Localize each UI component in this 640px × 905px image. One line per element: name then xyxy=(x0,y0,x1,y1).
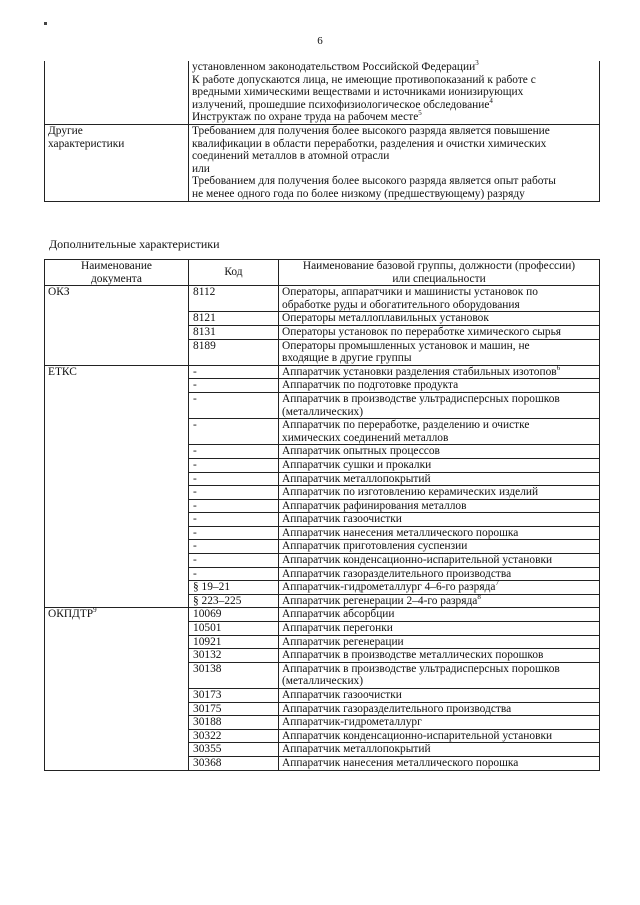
name-cell xyxy=(279,649,600,663)
code-cell: § 19–21 xyxy=(189,581,279,595)
name-line: Аппаратчик металлопокрытий xyxy=(282,472,431,485)
name-cell xyxy=(279,729,600,743)
code-cell: - xyxy=(189,567,279,581)
footnote-marker: 7 xyxy=(495,579,499,588)
name-cell xyxy=(279,622,600,636)
table-header-row xyxy=(45,260,600,286)
name-line: Аппаратчик сушки и прокалки xyxy=(282,458,432,471)
text-line: соединений металлов в атомной отрасли xyxy=(192,150,390,163)
header-name xyxy=(279,260,600,286)
name-line: Аппаратчик по подготовке продукта xyxy=(282,379,459,392)
name-cell xyxy=(279,635,600,649)
name-cell xyxy=(279,716,600,730)
footnote-marker: 9 xyxy=(93,606,97,615)
name-cell xyxy=(279,419,600,445)
name-line: Операторы промышленных установок и машин, не xyxy=(282,339,530,352)
row-label-line: характеристики xyxy=(48,137,125,150)
text-line: Требованием для получения более высокого разряда является повышение xyxy=(192,124,550,137)
name-cell xyxy=(279,594,600,608)
name-cell xyxy=(279,581,600,595)
name-line: Аппаратчик-гидрометаллург 4–6-го разряда$^7$ xyxy=(282,579,499,594)
name-cell xyxy=(279,513,600,527)
text-line: вредными химическими веществами и источниками ионизирующих xyxy=(192,86,524,99)
name-cell xyxy=(279,743,600,757)
section-title: Дополнительные характеристики xyxy=(49,237,220,251)
text-line: излучений, прошедшие психофизиологическое обследование$^4$ xyxy=(192,96,493,111)
name-line: Аппаратчик регенерации 2–4-го разряда$^8$ xyxy=(282,593,481,607)
table-row xyxy=(45,61,600,124)
name-line: Аппаратчик установки разделения стабильных изотопов$^6$ xyxy=(282,363,561,378)
name-line: Аппаратчик регенерации xyxy=(282,635,404,648)
name-line: Аппаратчик перегонки xyxy=(282,622,393,635)
table-row xyxy=(45,286,600,312)
name-line: Аппаратчик газоразделительного производства xyxy=(282,702,512,715)
code-cell: 30355 xyxy=(189,743,279,757)
name-line: Аппаратчик нанесения металлического порошка xyxy=(282,526,519,539)
code-cell: - xyxy=(189,365,279,379)
code-cell: - xyxy=(189,458,279,472)
scan-mark xyxy=(44,22,47,25)
header-line: Наименование xyxy=(81,260,152,272)
name-cell xyxy=(279,702,600,716)
name-line: Аппаратчик нанесения металлического порошка xyxy=(282,756,519,769)
code-cell: 10069 xyxy=(189,608,279,622)
name-cell xyxy=(279,286,600,312)
document-cell: ЕТКС xyxy=(45,365,189,608)
footnote-marker: 8 xyxy=(477,593,481,602)
code-cell: 8189 xyxy=(189,339,279,365)
code-cell: - xyxy=(189,499,279,513)
name-line: Аппаратчик конденсационно-испарительной установки xyxy=(282,554,553,567)
name-line: Аппаратчик рафинирования металлов xyxy=(282,499,467,512)
name-line: (металлических) xyxy=(282,675,364,688)
header-document xyxy=(45,260,189,286)
name-line: Аппаратчик металлопокрытий xyxy=(282,743,431,756)
code-cell: 10921 xyxy=(189,635,279,649)
code-cell: 30368 xyxy=(189,756,279,770)
name-cell xyxy=(279,458,600,472)
name-line: Аппаратчик конденсационно-испарительной установки xyxy=(282,729,553,742)
name-cell xyxy=(279,608,600,622)
table-row xyxy=(45,365,600,379)
code-cell: - xyxy=(189,445,279,459)
name-cell xyxy=(279,756,600,770)
name-line: Аппаратчик в производстве ультрадисперсных порошков xyxy=(282,392,560,405)
name-line: Аппаратчик в производстве металлических порошков xyxy=(282,649,544,662)
footnote-marker: 6 xyxy=(556,363,561,372)
document-cell: ОКЗ xyxy=(45,286,189,366)
name-line: Операторы установок по переработке химического сырья xyxy=(282,325,562,338)
code-cell: 10501 xyxy=(189,622,279,636)
name-cell xyxy=(279,379,600,393)
table-row xyxy=(45,608,600,622)
name-line: Аппаратчик в производстве ультрадисперсных порошков xyxy=(282,662,560,675)
code-cell: - xyxy=(189,540,279,554)
code-cell: - xyxy=(189,554,279,568)
name-line: Аппаратчик газоразделительного производства xyxy=(282,567,512,580)
header-line: или специальности xyxy=(392,272,486,285)
name-line: Аппаратчик по переработке, разделению и очистке xyxy=(282,419,530,432)
header-line: документа xyxy=(91,272,142,285)
footnote-marker: 4 xyxy=(489,96,493,105)
additional-characteristics-table xyxy=(44,259,600,771)
name-line: Аппаратчик опытных процессов xyxy=(282,445,440,458)
text-line: Инструктаж по охране труда на рабочем месте$^5$ xyxy=(192,109,422,124)
text-line: установленном законодательством Российской Федерации$^3$ xyxy=(192,59,479,73)
name-cell xyxy=(279,554,600,568)
name-cell xyxy=(279,689,600,703)
name-cell xyxy=(279,312,600,326)
text-line: или xyxy=(192,162,210,175)
code-cell: - xyxy=(189,379,279,393)
code-cell: - xyxy=(189,486,279,500)
code-cell: - xyxy=(189,472,279,486)
table-row xyxy=(45,124,600,201)
name-cell xyxy=(279,486,600,500)
text-line: Требованием для получения более высокого разряда является опыт работы xyxy=(192,175,556,188)
code-cell: - xyxy=(189,419,279,445)
text-line: квалификации в области переработки, разделения и очистки химических xyxy=(192,137,547,150)
row-content xyxy=(189,61,600,124)
code-cell: § 223–225 xyxy=(189,594,279,608)
row-label-line: Другие xyxy=(48,124,83,137)
row-content xyxy=(189,124,600,201)
name-cell xyxy=(279,662,600,688)
qualification-table xyxy=(44,61,600,202)
name-line: Аппаратчик приготовления суспензии xyxy=(282,540,468,553)
name-cell xyxy=(279,472,600,486)
code-cell: - xyxy=(189,392,279,418)
name-line: обработке руды и обогатительного оборудования xyxy=(282,298,520,311)
code-cell: - xyxy=(189,526,279,540)
row-label xyxy=(45,61,189,124)
code-cell: 8112 xyxy=(189,286,279,312)
name-cell xyxy=(279,540,600,554)
name-cell xyxy=(279,325,600,339)
row-label-other-characteristics xyxy=(45,124,189,201)
code-cell: 8121 xyxy=(189,312,279,326)
name-line: Аппаратчик по изготовлению керамических изделий xyxy=(282,486,539,499)
name-cell xyxy=(279,365,600,379)
name-line: Операторы, аппаратчики и машинисты установок по xyxy=(282,286,538,299)
name-line: Аппаратчик газоочистки xyxy=(282,689,402,701)
footnote-marker: 5 xyxy=(418,109,422,118)
name-cell xyxy=(279,392,600,418)
code-cell: 30173 xyxy=(189,689,279,703)
code-cell: 30138 xyxy=(189,662,279,688)
page-number: 6 xyxy=(317,35,323,47)
name-line: входящие в другие группы xyxy=(282,352,412,365)
name-cell xyxy=(279,339,600,365)
document-cell: ОКПДТР$^9$ xyxy=(45,608,189,770)
name-line: Операторы металлоплавильных установок xyxy=(282,312,489,325)
header-code: Код xyxy=(189,260,279,286)
code-cell: 30188 xyxy=(189,716,279,730)
name-line: Аппаратчик-гидрометаллург xyxy=(282,716,422,729)
name-cell xyxy=(279,567,600,581)
header-line: Наименование базовой группы, должности (профессии) xyxy=(302,260,576,272)
name-line: Аппаратчик газоочистки xyxy=(282,513,402,526)
code-cell: 30175 xyxy=(189,702,279,716)
name-cell xyxy=(279,445,600,459)
name-line: (металлических) xyxy=(282,405,364,418)
code-cell: 30322 xyxy=(189,729,279,743)
text-line: К работе допускаются лица, не имеющие противопоказаний к работе с xyxy=(192,73,536,86)
name-cell xyxy=(279,499,600,513)
name-cell xyxy=(279,526,600,540)
code-cell: - xyxy=(189,513,279,527)
code-cell: 30132 xyxy=(189,649,279,663)
name-line: Аппаратчик абсорбции xyxy=(282,608,395,621)
code-cell: 8131 xyxy=(189,325,279,339)
name-line: химических соединений металлов xyxy=(282,431,449,444)
text-line: не менее одного года по более низкому (предшествующему) разряду xyxy=(192,187,525,200)
footnote-marker: 3 xyxy=(475,59,479,68)
